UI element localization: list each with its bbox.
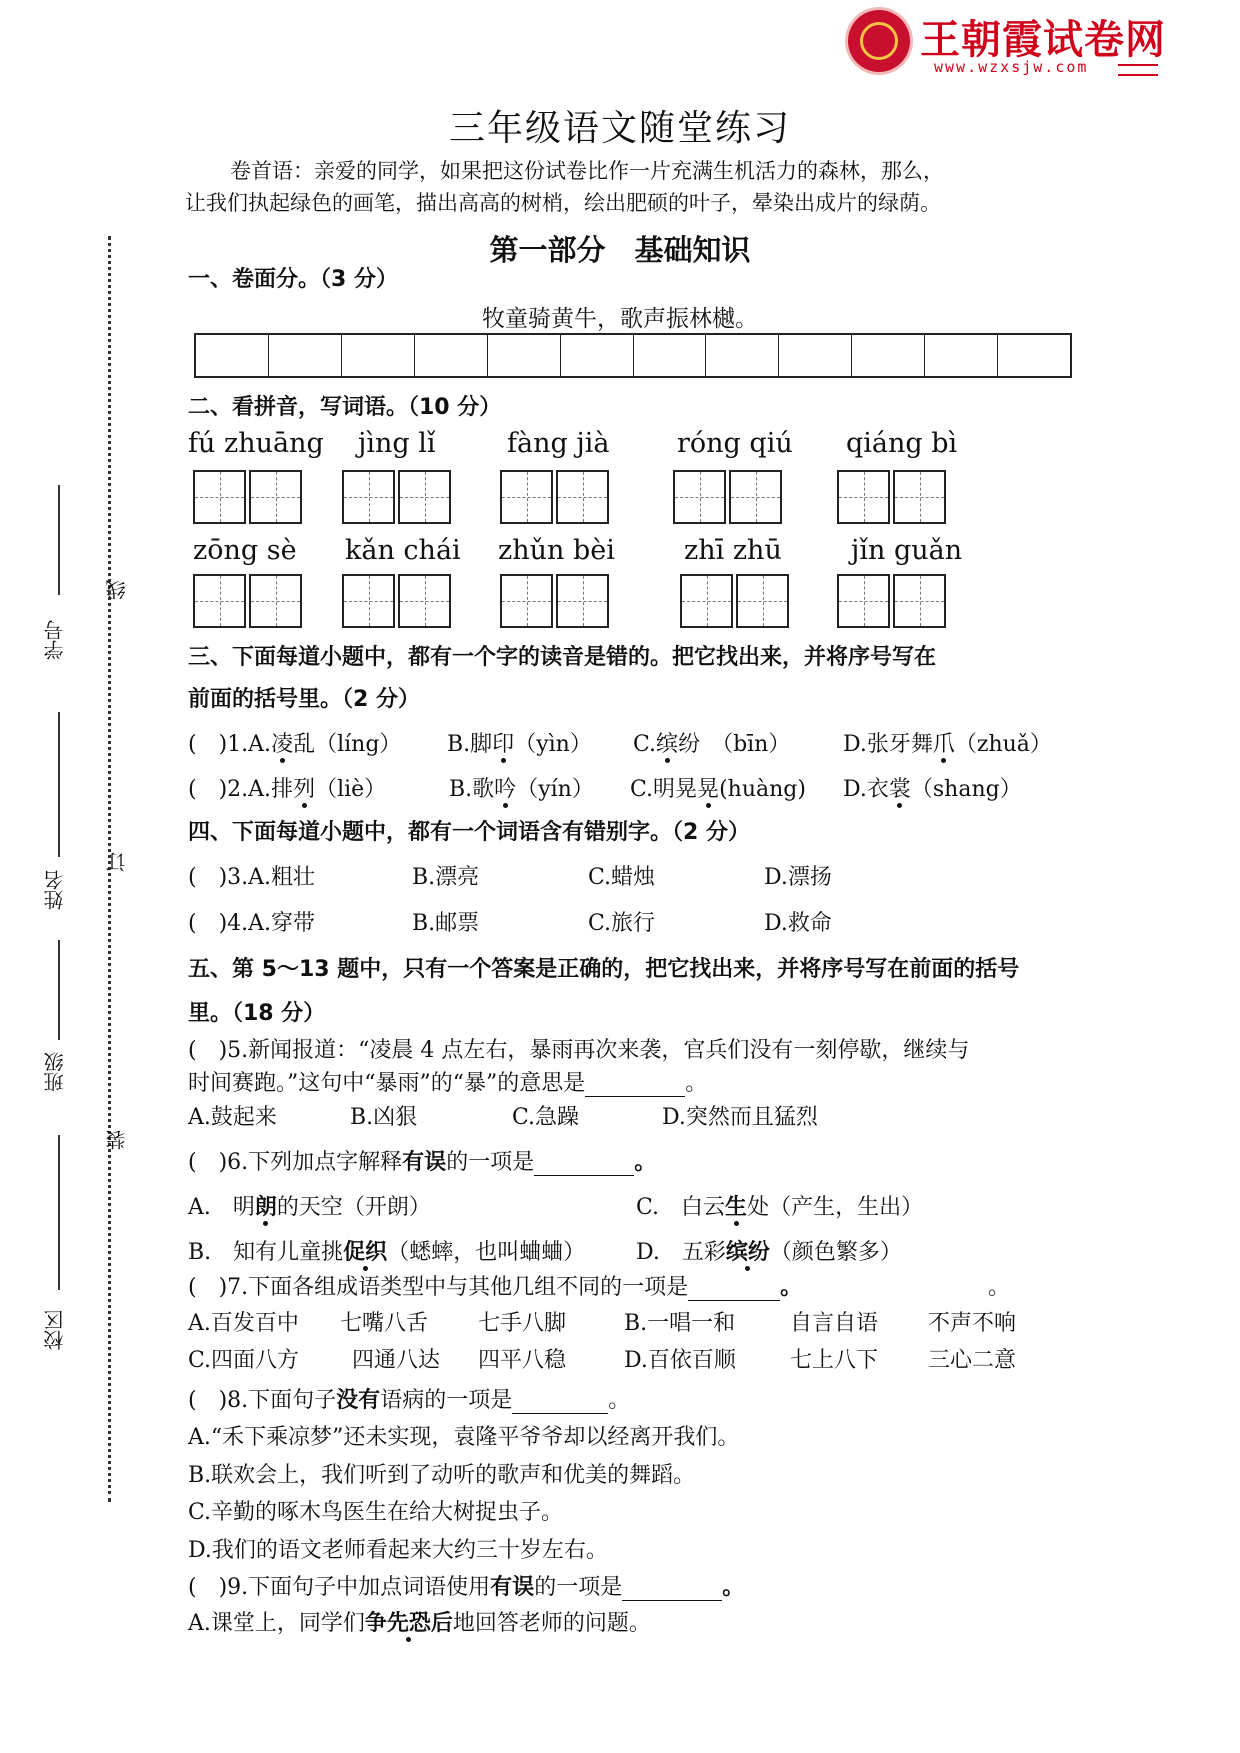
binding-mark-line: 线 bbox=[105, 580, 129, 600]
preface-line-2: 让我们执起绿色的画笔，描出高高的树梢，绘出肥硕的叶子，晕染出成片的绿荫。 bbox=[185, 191, 941, 215]
q5-item-5-option-b: B.凶狠 bbox=[350, 1105, 418, 1130]
part-title: 第一部分 基础知识 bbox=[489, 233, 751, 267]
q5-item-7-option-d-3: 三心二意 bbox=[928, 1348, 1017, 1373]
pinyin-5: qiáng bì bbox=[846, 428, 958, 459]
q4-item-4-c: C.旅行 bbox=[588, 911, 656, 936]
label-name: 姓名 bbox=[43, 870, 67, 910]
q4-item-4-a: ( )4.A.穿带 bbox=[188, 911, 316, 936]
tian-grid[interactable] bbox=[837, 470, 949, 524]
q5-item-7-option-b: B.一唱一和 bbox=[624, 1311, 736, 1336]
q3-item-1: ( )1.A.凌乱（líng） bbox=[188, 732, 402, 757]
q5-item-7-option-c: C.四面八方 bbox=[188, 1348, 300, 1373]
q3-item-1-option-b: B.脚印（yìn） bbox=[447, 732, 592, 757]
q5-item-6: ( )6.下列加点字解释有误的一项是 。 bbox=[188, 1150, 657, 1175]
tian-grid[interactable] bbox=[673, 470, 785, 524]
campus-line[interactable] bbox=[58, 1135, 60, 1290]
q5-item-6-option-a: A. 明朗的天空（开朗） bbox=[188, 1195, 431, 1220]
q5-item-5-option-d: D.突然而且猛烈 bbox=[662, 1105, 818, 1130]
q5-item-5-line-2: 时间赛跑。”这句中“暴雨”的“暴”的意思是 。 bbox=[188, 1071, 708, 1096]
name-line[interactable] bbox=[58, 712, 60, 857]
logo-emblem-icon bbox=[848, 10, 910, 72]
tian-grid[interactable] bbox=[837, 574, 949, 628]
tian-grid[interactable] bbox=[193, 574, 305, 628]
q5-item-9-option-a: A.课堂上，同学们争先恐后地回答老师的问题。 bbox=[188, 1611, 651, 1636]
q3-heading-1: 三、下面每道小题中，都有一个字的读音是错的。把它找出来，并将序号写在 bbox=[188, 645, 937, 670]
answer-blank[interactable] bbox=[534, 1150, 634, 1176]
answer-blank[interactable] bbox=[622, 1575, 722, 1601]
logo-url: www.wzxsjw.com bbox=[934, 58, 1089, 76]
tian-grid[interactable] bbox=[342, 574, 454, 628]
label-student-id: 学号 bbox=[43, 620, 67, 660]
q5-item-8: ( )8.下面句子没有语病的一项是 。 bbox=[188, 1388, 631, 1413]
q5-item-7-tail: 。 bbox=[988, 1275, 1011, 1300]
q3-heading-2: 前面的括号里。（2 分） bbox=[188, 687, 420, 712]
q5-item-7: ( )7.下面各组成语类型中与其他几组不同的一项是 。 bbox=[188, 1275, 803, 1300]
tian-grid[interactable] bbox=[500, 470, 612, 524]
pinyin-8: zhǔn bèi bbox=[498, 535, 615, 566]
answer-blank[interactable] bbox=[585, 1071, 685, 1097]
tian-grid[interactable] bbox=[193, 470, 305, 524]
q4-item-4-b: B.邮票 bbox=[412, 911, 480, 936]
tian-grid[interactable] bbox=[680, 574, 792, 628]
q3-item-1-option-c: C.缤纷 （bīn） bbox=[633, 732, 791, 757]
q5-item-9: ( )9.下面句子中加点词语使用有误的一项是 。 bbox=[188, 1575, 745, 1600]
q4-item-4-d: D.救命 bbox=[764, 911, 832, 936]
class-line[interactable] bbox=[58, 940, 60, 1040]
pinyin-7: kǎn chái bbox=[345, 535, 461, 566]
logo-name: 王朝霞试卷网 bbox=[920, 17, 1166, 63]
q5-item-6-option-c: C. 白云生处（产生，生出） bbox=[636, 1195, 924, 1220]
site-logo bbox=[848, 10, 1178, 74]
q5-item-7-option-d: D.百依百顺 bbox=[624, 1348, 736, 1373]
q4-item-3-d: D.漂扬 bbox=[764, 865, 832, 890]
label-class: 班级 bbox=[43, 1052, 67, 1092]
q5-heading-2: 里。（18 分） bbox=[188, 1001, 326, 1026]
q1-heading: 一、卷面分。（3 分） bbox=[188, 267, 398, 292]
q1-copy-text: 牧童骑黄牛，歌声振林樾。 bbox=[482, 306, 758, 332]
q4-item-3-a: ( )3.A.粗壮 bbox=[188, 865, 316, 890]
tian-grid[interactable] bbox=[342, 470, 454, 524]
binding-mark-staple: 订 bbox=[105, 852, 129, 872]
q2-heading: 二、看拼音，写词语。（10 分） bbox=[188, 395, 502, 420]
pinyin-3: fàng jià bbox=[507, 428, 610, 459]
q5-item-5-option-a: A.鼓起来 bbox=[188, 1105, 277, 1130]
q3-item-2-option-c: C.明晃晃(huàng) bbox=[630, 777, 806, 802]
q5-item-8-option-a: A.“禾下乘凉梦”还未实现，袁隆平爷爷却以经离开我们。 bbox=[188, 1425, 740, 1450]
q5-item-7-option-c-3: 四平八稳 bbox=[478, 1348, 567, 1373]
page-title: 三年级语文随堂练习 bbox=[448, 108, 791, 149]
pinyin-10: jǐn guǎn bbox=[851, 535, 963, 566]
answer-blank[interactable] bbox=[688, 1275, 780, 1301]
q5-item-8-option-c: C.辛勤的啄木鸟医生在给大树捉虫子。 bbox=[188, 1500, 564, 1525]
q5-item-8-option-d: D.我们的语文老师看起来大约三十岁左右。 bbox=[188, 1538, 608, 1563]
pinyin-6: zōng sè bbox=[193, 535, 297, 566]
q4-item-3-c: C.蜡烛 bbox=[588, 865, 656, 890]
q5-item-7-option-c-2: 四通八达 bbox=[352, 1348, 441, 1373]
q5-item-5-option-c: C.急躁 bbox=[512, 1105, 580, 1130]
q5-item-7-option-b-3: 不声不响 bbox=[928, 1311, 1017, 1336]
logo-decoration bbox=[1118, 64, 1158, 76]
q3-item-1-option-d: D.张牙舞爪（zhuǎ） bbox=[843, 732, 1052, 757]
q3-item-2: ( )2.A.排列（liè） bbox=[188, 777, 387, 802]
q4-heading: 四、下面每道小题中，都有一个词语含有错别字。（2 分） bbox=[188, 820, 750, 845]
q5-item-7-option-a: A.百发百中 bbox=[188, 1311, 299, 1336]
q3-item-2-option-d: D.衣裳（shang） bbox=[843, 777, 1022, 802]
pinyin-4: róng qiú bbox=[677, 428, 793, 459]
pinyin-9: zhī zhū bbox=[684, 535, 782, 566]
pinyin-2: jìng lǐ bbox=[358, 428, 436, 459]
tian-grid[interactable] bbox=[500, 574, 612, 628]
label-campus: 校区 bbox=[43, 1310, 67, 1350]
answer-blank[interactable] bbox=[512, 1388, 608, 1414]
q5-item-7-option-d-2: 七上八下 bbox=[790, 1348, 879, 1373]
preface-line-1: 卷首语：亲爱的同学，如果把这份试卷比作一片充满生机活力的森林，那么， bbox=[230, 159, 944, 183]
q5-item-8-option-b: B.联欢会上，我们听到了动听的歌声和优美的舞蹈。 bbox=[188, 1463, 696, 1488]
q5-heading-1: 五、第 5～13 题中，只有一个答案是正确的，把它找出来，并将序号写在前面的括号 bbox=[188, 957, 1020, 982]
q5-item-7-option-b-2: 自言自语 bbox=[790, 1311, 879, 1336]
q4-item-3-b: B.漂亮 bbox=[412, 865, 480, 890]
q5-item-7-option-a-2: 七嘴八舌 bbox=[340, 1311, 429, 1336]
q3-item-2-option-b: B.歌吟（yín） bbox=[449, 777, 594, 802]
q1-writing-grid[interactable] bbox=[194, 333, 1072, 378]
q5-item-5-line-1: ( )5.新闻报道：“凌晨 4 点左右，暴雨再次来袭，官兵们没有一刻停歇，继续与 bbox=[188, 1038, 970, 1063]
q5-item-6-option-b: B. 知有儿童挑促织（蟋蟀，也叫蛐蛐） bbox=[188, 1240, 586, 1265]
student-id-line[interactable] bbox=[58, 485, 60, 595]
pinyin-1: fú zhuāng bbox=[188, 428, 324, 459]
q5-item-6-option-d: D. 五彩缤纷（颜色繁多） bbox=[636, 1240, 902, 1265]
binding-mark-bind: 装 bbox=[105, 1130, 129, 1150]
q5-item-7-option-a-3: 七手八脚 bbox=[478, 1311, 567, 1336]
